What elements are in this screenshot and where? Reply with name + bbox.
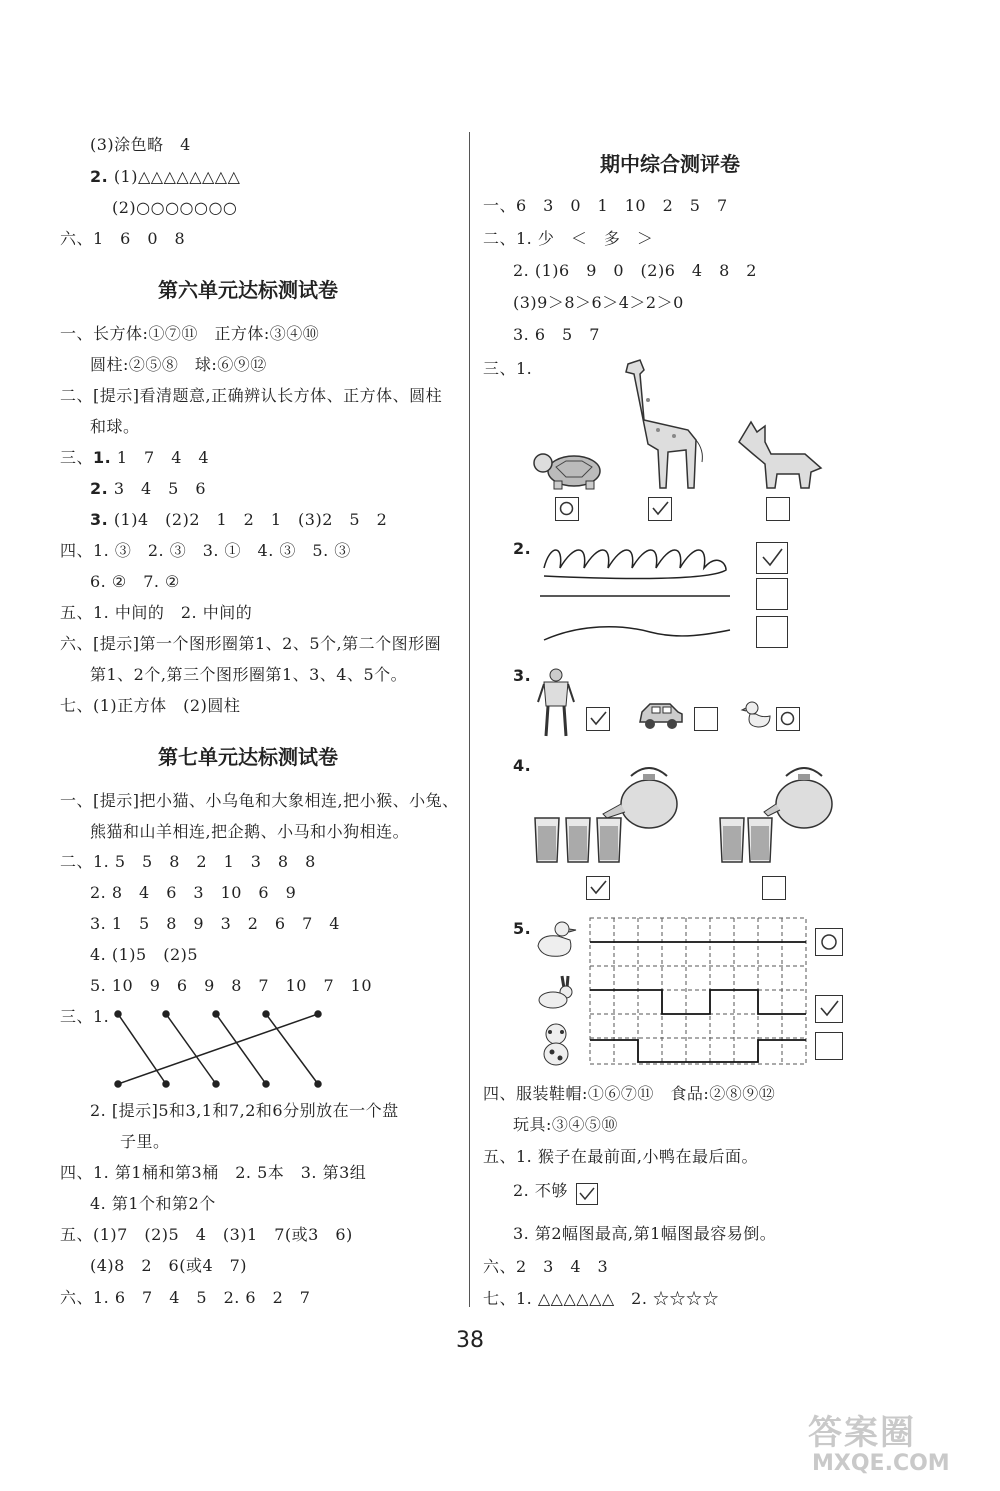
- answer-box: [815, 1032, 843, 1060]
- mid-part3-3: 3.: [513, 666, 532, 685]
- u7-part2e: 5. 10 9 6 9 8 7 10 7 10: [90, 976, 373, 995]
- answer-box: [694, 707, 718, 731]
- turtle-illustration: [530, 445, 606, 490]
- u6-part3c: 3. (1)4 (2)2 1 2 1 (3)2 5 2: [90, 510, 388, 529]
- left-line-2: [90, 166, 240, 188]
- answer-box: [555, 497, 579, 521]
- watermark-logo: [808, 1405, 983, 1485]
- line-drawings: [540, 540, 735, 660]
- u7-part2c: 3. 1 5 8 9 3 2 6 7 4: [90, 914, 340, 933]
- mid-part4b: 玩具:③④⑤⑩: [513, 1115, 618, 1134]
- mid-part2a: 二、1. 少 ＜ 多 ＞: [483, 229, 654, 248]
- u7-part1: 一、[提示]把小猫、小乌龟和大象相连,把小猴、小兔、: [60, 791, 459, 810]
- answer-box: [648, 497, 672, 521]
- answer-box: [756, 542, 788, 574]
- kettle-with-cups-left: [533, 762, 683, 867]
- mid-part2b: 2. (1)6 9 0 (2)6 4 8 2: [513, 261, 757, 280]
- u7-part5a: 五、(1)7 (2)5 4 (3)1 7(或3 6): [60, 1225, 353, 1244]
- wolf-illustration: [735, 418, 825, 490]
- answer-box: [586, 876, 610, 900]
- mid-part3-2: 2.: [513, 539, 532, 558]
- car-illustration: [636, 700, 686, 730]
- column-divider: [469, 132, 470, 1307]
- u6-part4a: 四、1. ③ 2. ③ 3. ① 4. ③ 5. ③: [60, 541, 351, 560]
- answer-box: [766, 497, 790, 521]
- dog-icon: [538, 1022, 574, 1066]
- mid-part5a: 五、1. 猴子在最前面,小鸭在最后面。: [483, 1147, 758, 1166]
- duck-illustration: [742, 700, 772, 730]
- u6-part2b: 和球。: [90, 417, 140, 436]
- path-grid: [588, 916, 808, 1066]
- mid-part3: 三、1.: [483, 359, 533, 378]
- answer-box: [756, 616, 788, 648]
- u6-part5: 五、1. 中间的 2. 中间的: [60, 603, 253, 622]
- u6-part4b: 6. ② 7. ②: [90, 572, 180, 591]
- rabbit-icon: [536, 974, 578, 1010]
- u7-part4a: 四、1. 第1桶和第3桶 2. 5本 3. 第3组: [60, 1163, 367, 1182]
- u7-part2d: 4. (1)5 (2)5: [90, 945, 199, 964]
- mid-part5c: 3. 第2幅图最高,第1幅图最容易倒。: [513, 1224, 777, 1243]
- kettle-with-cups-right: [718, 762, 868, 867]
- left-line-3: (2)○○○○○○○: [112, 198, 238, 217]
- u7-part6: 六、1. 6 7 4 5 2. 6 2 7: [60, 1288, 311, 1307]
- u7-part5b: (4)8 2 6(或4 7): [90, 1256, 248, 1275]
- midterm-title: 期中综合测评卷: [600, 152, 740, 176]
- mid-part2c: (3)9＞8＞6＞4＞2＞0: [513, 293, 684, 312]
- u7-part2b: 2. 8 4 6 3 10 6 9: [90, 883, 297, 902]
- giraffe-illustration: [618, 360, 708, 490]
- u6-part3b: 2. 3 4 5 6: [90, 479, 207, 498]
- answer-box: [762, 876, 786, 900]
- answer-box: [576, 1183, 598, 1205]
- u6-part1b: 圆柱:②⑤⑧ 球:⑥⑨⑫: [90, 355, 267, 374]
- mid-part3-4: 4.: [513, 756, 532, 775]
- watermark-url: MXQE.COM: [812, 1451, 950, 1476]
- triangle-row: (1)△△△△△△△△: [113, 167, 241, 186]
- mid-part5b: 2. 不够: [513, 1181, 568, 1200]
- mid-part7: 七、1. △△△△△△ 2. ☆☆☆☆: [483, 1289, 720, 1308]
- item-number: 2.: [90, 167, 109, 186]
- u7-part3b: 2. [提示]5和3,1和7,2和6分别放在一个盘: [90, 1101, 399, 1120]
- mid-part2d: 3. 6 5 7: [513, 325, 600, 344]
- left-line-4: 六、1 6 0 8: [60, 229, 186, 248]
- unit7-title: 第七单元达标测试卷: [158, 745, 338, 769]
- u6-part6b: 第1、2个,第三个图形圈第1、3、4、5个。: [90, 665, 408, 684]
- u6-part7: 七、(1)正方体 (2)圆柱: [60, 696, 241, 715]
- answer-box: [815, 928, 843, 956]
- mid-part3-5: 5.: [513, 919, 532, 938]
- mid-part1: 一、6 3 0 1 10 2 5 7: [483, 196, 728, 215]
- u6-part1: 一、长方体:①⑦⑪ 正方体:③④⑩: [60, 324, 320, 343]
- mid-part6: 六、2 3 4 3: [483, 1257, 609, 1276]
- answer-box: [815, 995, 843, 1023]
- answer-box: [756, 578, 788, 610]
- answer-box: [776, 707, 800, 731]
- u7-part2a: 二、1. 5 5 8 2 1 3 8 8: [60, 852, 316, 871]
- u7-part3: 三、1.: [60, 1007, 110, 1026]
- robot-illustration: [536, 668, 576, 738]
- watermark-text: 答案圈: [808, 1413, 916, 1453]
- left-line-1: (3)涂色略 4: [90, 135, 191, 154]
- page-number: 38: [456, 1328, 484, 1353]
- u6-part3a: 三、1. 1 7 4 4: [60, 448, 210, 467]
- u7-part4b: 4. 第1个和第2个: [90, 1194, 216, 1213]
- mid-part4a: 四、服装鞋帽:①⑥⑦⑪ 食品:②⑧⑨⑫: [483, 1084, 776, 1103]
- unit6-title: 第六单元达标测试卷: [158, 278, 338, 302]
- answer-box: [586, 707, 610, 731]
- duck-icon: [534, 920, 580, 960]
- u6-part2: 二、[提示]看清题意,正确辨认长方体、正方体、圆柱: [60, 386, 443, 405]
- u7-part3c: 子里。: [120, 1132, 170, 1151]
- matching-lines-figure: [110, 1008, 340, 1088]
- u7-part1b: 熊猫和山羊相连,把企鹅、小马和小狗相连。: [90, 822, 410, 841]
- u6-part6: 六、[提示]第一个图形圈第1、2、5个,第二个图形圈: [60, 634, 442, 653]
